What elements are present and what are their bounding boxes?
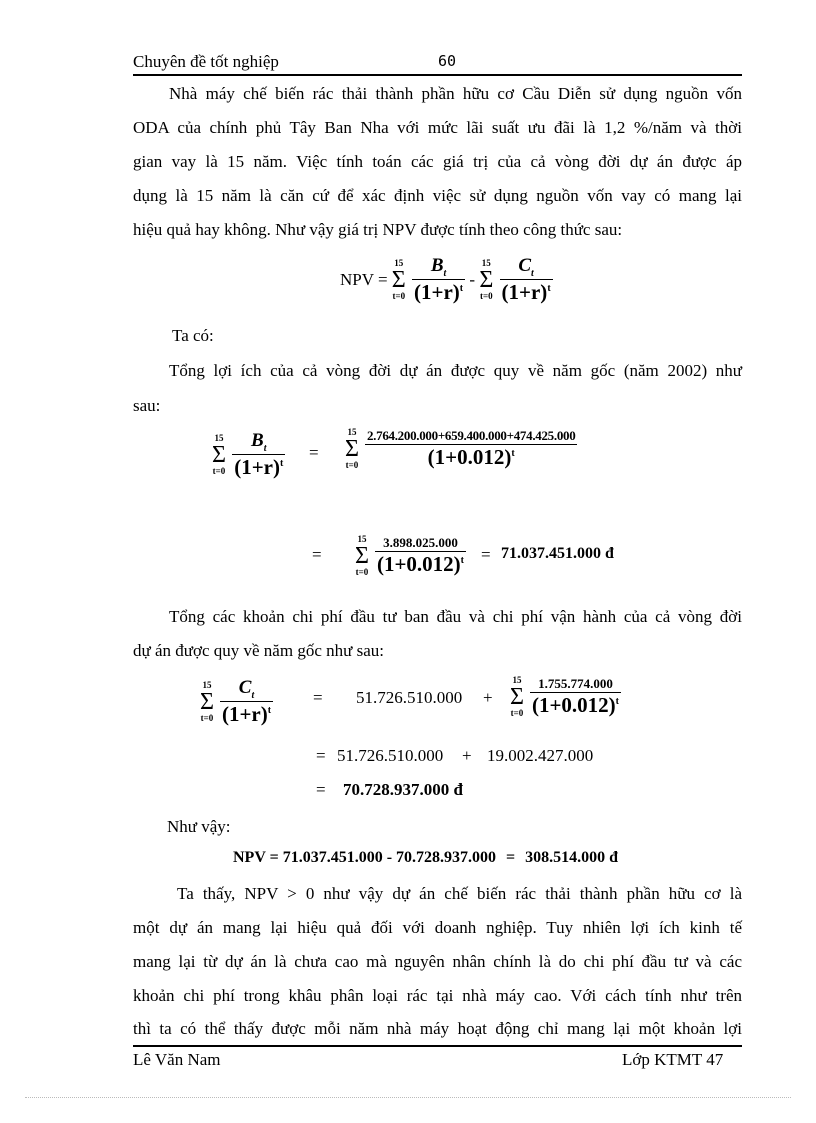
npv-final: NPV = 71.037.451.000 - 70.728.937.000 = 308.514.000 đ	[233, 849, 619, 866]
paragraph-line: dụng là 15 năm là căn cứ để xác định việc sử dụng nguồn vốn vay có mang lại	[133, 186, 742, 205]
ta-co-label: Ta có:	[172, 326, 214, 345]
sum-symbol: 15 Σ t=0	[391, 257, 406, 301]
paragraph-line: Ta thấy, NPV > 0 như vậy dự án chế biến rác thải thành phần hữu cơ là	[177, 884, 742, 903]
paragraph-line: một dự án mang lại hiệu quả đối với doanh nghiệp. Tuy nhiên lợi ích kinh tế	[133, 918, 742, 937]
footer-divider	[133, 1045, 742, 1047]
paragraph-line: gian vay là 15 năm. Việc tính toán các giá trị của cả vòng đời dự án được áp	[133, 152, 742, 171]
paragraph-line: thì ta có thể thấy được mỗi năm nhà máy hoạt động chỉ mang lại một khoản lợi	[133, 1019, 742, 1038]
cost-line2-b: 19.002.427.000	[487, 746, 594, 765]
cost-result: 70.728.937.000 đ	[343, 780, 463, 799]
header-divider	[133, 74, 742, 76]
paragraph-line: sau:	[133, 396, 161, 415]
equals-sign: =	[316, 746, 326, 765]
cost-fraction: $\frac{C_t}{(1+r)^t}$	[501, 255, 551, 304]
footer-class: Lớp KTMT 47	[622, 1050, 724, 1069]
paragraph-line: ODA của chính phủ Tây Ban Nha với mức lãi suất ưu đãi là 1,2 %/năm và thời	[133, 118, 742, 137]
benefit-expansion: 15 Σ t=0 $\frac{2.764.200.000+659.400.000+474.425.000}{(1+0.012)^t}$	[345, 427, 576, 470]
npv-formula: NPV = 15 Σ t=0 $\frac{B_t}{(1+r)^t}$ - 15 Σ t=0 $\frac{C_t}{(1+r)^t}$	[340, 255, 551, 304]
equals-sign: =	[309, 443, 319, 462]
sum-symbol: 15 Σ t=0	[479, 257, 494, 301]
benefit-result: 71.037.451.000 đ	[501, 545, 614, 562]
cost-line2-a: 51.726.510.000	[337, 746, 444, 765]
page-edge-divider	[25, 1097, 791, 1098]
benefit-sum: 15 Σ t=0 $\frac{3.898.025.000}{(1+0.012)^t}$	[355, 534, 465, 577]
paragraph-line: Tổng lợi ích của cả vòng đời dự án được quy về năm gốc (năm 2002) như	[169, 361, 742, 380]
paragraph-line: Nhà máy chế biến rác thải thành phần hữu cơ Cầu Diễn sử dụng nguồn vốn	[169, 84, 742, 103]
paragraph-line: mang lại từ dự án là chưa cao mà nguyên nhân chính là do chi phí đầu tư và các	[133, 952, 742, 971]
paragraph-line: dự án được quy về năm gốc như sau:	[133, 641, 384, 660]
paragraph-line: Tổng các khoản chi phí đầu tư ban đầu và chi phí vận hành của cả vòng đời	[169, 607, 742, 626]
benefit-fraction: $\frac{B_t}{(1+r)^t}$	[414, 255, 464, 304]
npv-final-result: 308.514.000 đ	[525, 849, 619, 866]
benefit-formula: 15 Σ t=0 $\frac{B_t}{(1+r)^t}$	[212, 430, 284, 479]
cost-formula: 15 Σ t=0 $\frac{C_t}{(1+r)^t}$	[200, 677, 272, 726]
document-header-title: Chuyên đề tốt nghiệp	[133, 52, 279, 71]
cost-initial: 51.726.510.000	[356, 688, 463, 707]
page-number: 60	[438, 52, 457, 70]
equals-sign: =	[481, 545, 491, 564]
nhu-vay-label: Như vậy:	[167, 817, 231, 836]
npv-label: NPV =	[340, 269, 388, 289]
paragraph-line: hiệu quả hay không. Như vậy giá trị NPV được tính theo công thức sau:	[133, 220, 623, 239]
plus-sign: +	[483, 688, 493, 707]
equals-sign: =	[313, 688, 323, 707]
equals-sign: =	[316, 780, 326, 799]
plus-sign: +	[462, 746, 472, 765]
paragraph-line: khoản chi phí trong khâu phân loại rác tại nhà máy cao. Với cách tính như trên	[133, 986, 742, 1005]
footer-author: Lê Văn Nam	[133, 1050, 221, 1069]
equals-sign: =	[312, 545, 322, 564]
cost-operating: 15 Σ t=0 $\frac{1.755.774.000}{(1+0.012)^t}$	[510, 675, 620, 718]
